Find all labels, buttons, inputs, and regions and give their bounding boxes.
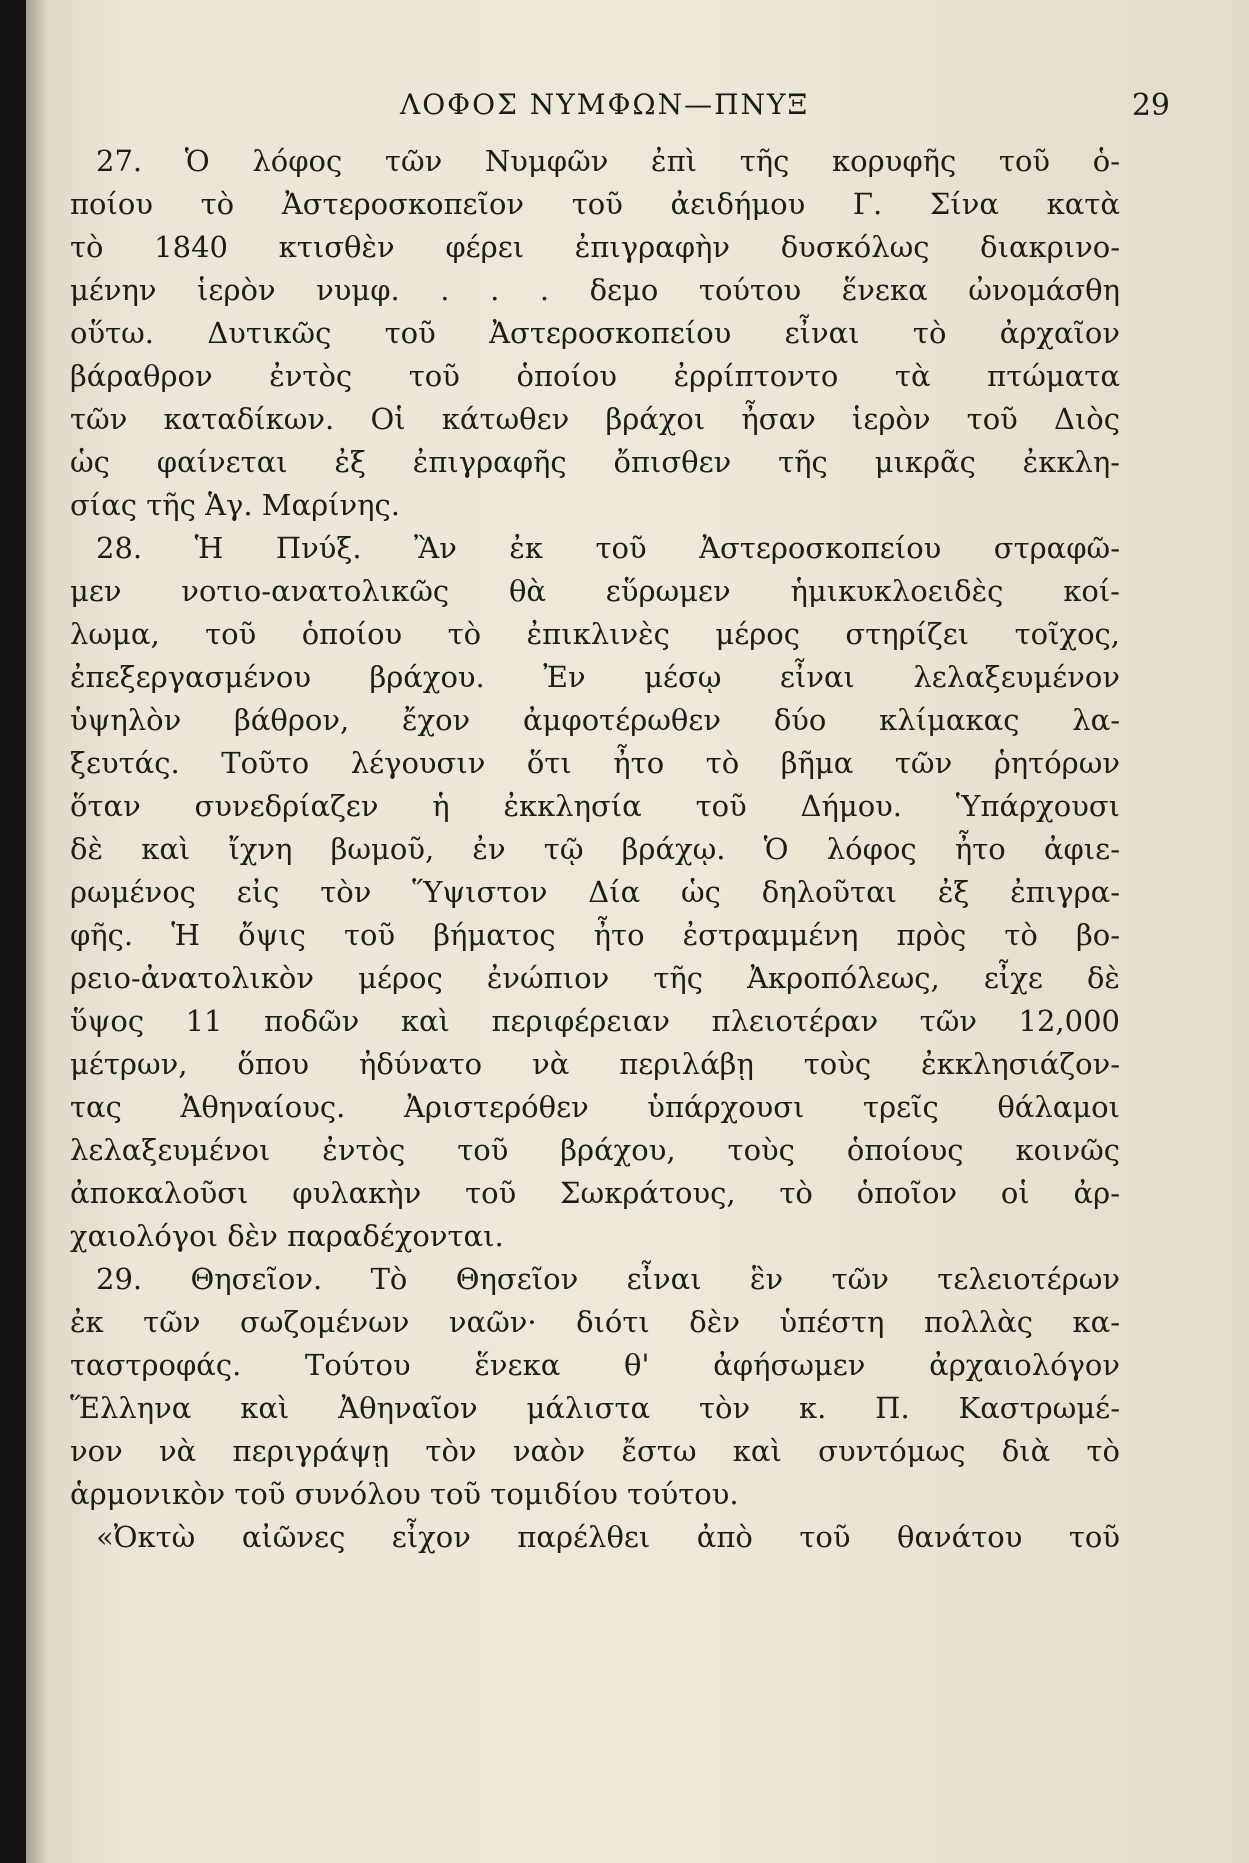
text-line: ὑψηλὸν βάθρον, ἔχον ἀμφοτέρωθεν δύο κλίμακας λα-	[70, 703, 1120, 737]
text-line: βάραθρον ἐντὸς τοῦ ὁποίου ἐρρίπτοντο τὰ πτώματα	[70, 359, 1120, 393]
text-line: μέτρων, ὅπου ἠδύνατο νὰ περιλάβῃ τοὺς ἐκκλησιάζον-	[70, 1047, 1120, 1081]
text-line: ρειο-ἀνατολικὸν μέρος ἐνώπιον τῆς Ἀκροπόλεως, εἶχε δὲ	[70, 961, 1120, 995]
page-binding-edge	[0, 0, 26, 1863]
text-line: φῆς. Ἡ ὄψις τοῦ βήματος ἦτο ἐστραμμένη πρὸς τὸ βο-	[70, 918, 1120, 952]
text-line: μένην ἱερὸν νυμφ. . . . δεμο τούτου ἕνεκα ὠνομάσθη	[70, 273, 1120, 307]
text-line: τὸ 1840 κτισθὲν φέρει ἐπιγραφὴν δυσκόλως διακρινο-	[70, 230, 1120, 264]
text-line: ἁρμονικὸν τοῦ συνόλου τοῦ τομιδίου τούτου.	[70, 1477, 739, 1511]
text-line: ὡς φαίνεται ἐξ ἐπιγραφῆς ὄπισθεν τῆς μικρᾶς ἐκκλη-	[70, 445, 1120, 479]
running-head	[70, 88, 1170, 128]
text-line: ἐκ τῶν σωζομένων ναῶν· διότι δὲν ὑπέστη πολλὰς κα-	[70, 1305, 1120, 1339]
text-line: ὕψος 11 ποδῶν καὶ περιφέρειαν πλειοτέραν τῶν 12,000	[70, 1004, 1120, 1038]
text-line: σίας τῆς Ἁγ. Μαρίνης.	[70, 488, 400, 522]
page-gutter-shadow	[26, 0, 48, 1863]
text-line: «Ὀκτὼ αἰῶνες εἶχον παρέλθει ἀπὸ τοῦ θανάτου τοῦ	[96, 1520, 1120, 1554]
text-line: ταστροφάς. Τούτου ἕνεκα θ' ἀφήσωμεν ἀρχαιολόγον	[70, 1348, 1120, 1382]
text-line: τας Ἀθηναίους. Ἀριστερόθεν ὑπάρχουσι τρεῖς θάλαμοι	[70, 1090, 1120, 1124]
text-line: δὲ καὶ ἴχνη βωμοῦ, ἐν τῷ βράχῳ. Ὁ λόφος ἦτο ἀφιε-	[70, 832, 1120, 866]
text-line: χαιολόγοι δὲν παραδέχονται.	[70, 1219, 504, 1253]
text-line: οὕτω. Δυτικῶς τοῦ Ἀστεροσκοπείου εἶναι τὸ ἀρχαῖον	[70, 316, 1120, 350]
text-line: 27. Ὁ λόφος τῶν Νυμφῶν ἐπὶ τῆς κορυφῆς τοῦ ὁ-	[96, 144, 1120, 178]
text-line: ποίου τὸ Ἀστεροσκοπεῖον τοῦ ἀειδήμου Γ. Σίνα κατὰ	[70, 187, 1120, 221]
text-line: ρωμένος εἰς τὸν Ὕψιστον Δία ὡς δηλοῦται ἐξ ἐπιγρα-	[70, 875, 1120, 909]
text-line: ὅταν συνεδρίαζεν ἡ ἐκκλησία τοῦ Δήμου. Ὑπάρχουσι	[70, 789, 1120, 823]
text-line: 29. Θησεῖον. Τὸ Θησεῖον εἶναι ἓν τῶν τελειοτέρων	[96, 1262, 1120, 1296]
running-title: ΛΟΦΟΣ ΝΥΜΦΩΝ—ΠΝΥΞ	[400, 88, 810, 121]
text-line: μεν νοτιο-ανατολικῶς θὰ εὕρωμεν ἡμικυκλοειδὲς κοί-	[70, 574, 1120, 608]
text-line: ἐπεξεργασμένου βράχου. Ἐν μέσῳ εἶναι λελαξευμένον	[70, 660, 1120, 694]
text-line: λωμα, τοῦ ὁποίου τὸ ἐπικλινὲς μέρος στηρίζει τοῖχος,	[70, 617, 1120, 651]
text-line: ξευτάς. Τοῦτο λέγουσιν ὅτι ἦτο τὸ βῆμα τῶν ῥητόρων	[70, 746, 1120, 780]
text-line: 28. Ἡ Πνύξ. Ἂν ἐκ τοῦ Ἀστεροσκοπείου στραφῶ-	[96, 531, 1120, 565]
text-line: τῶν καταδίκων. Οἱ κάτωθεν βράχοι ἦσαν ἱερὸν τοῦ Διὸς	[70, 402, 1120, 436]
page-number: 29	[1131, 88, 1170, 123]
text-line: λελαξευμένοι ἐντὸς τοῦ βράχου, τοὺς ὁποίους κοινῶς	[70, 1133, 1120, 1167]
body-text	[70, 140, 1120, 1559]
text-line: ἀποκαλοῦσι φυλακὴν τοῦ Σωκράτους, τὸ ὁποῖον οἱ ἀρ-	[70, 1176, 1120, 1210]
text-line: Ἕλληνα καὶ Ἀθηναῖον μάλιστα τὸν κ. Π. Καστρωμέ-	[70, 1391, 1120, 1425]
text-line: νον νὰ περιγράψῃ τὸν ναὸν ἔστω καὶ συντόμως διὰ τὸ	[70, 1434, 1120, 1468]
